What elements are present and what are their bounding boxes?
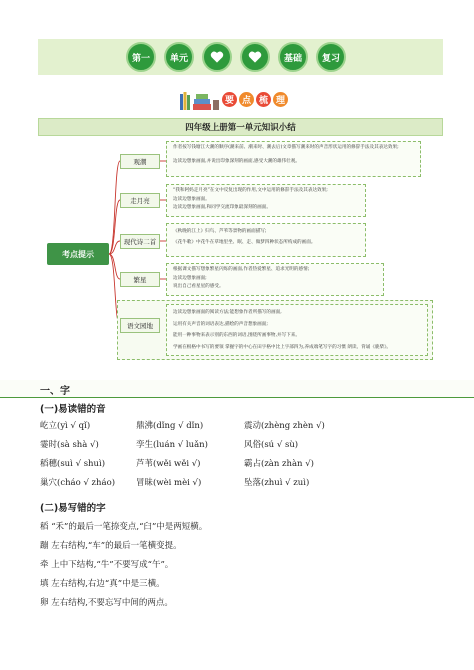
pinyin-item: 震动(zhèng zhèn √) (244, 421, 325, 431)
pinyin-item: 屹立(yì √ qǐ) (40, 421, 91, 431)
banner-bubble: 单元 (164, 42, 194, 72)
heart-icon (202, 42, 232, 72)
page-title: 四年级上册第一单元知识小结 (38, 118, 443, 136)
writing-note: 稻 “禾”的最后一笔捺变点,“臼”中是两短横。 (40, 522, 208, 532)
subsection-heading: (二)易写错的字 (40, 503, 106, 514)
badge-char: 点 (239, 92, 254, 107)
badge-char: 梳 (256, 92, 271, 107)
mindmap-branch: 观潮 (120, 154, 160, 169)
mindmap-branch: 语文园地 (120, 318, 160, 333)
banner-bubble: 复习 (316, 42, 346, 72)
pinyin-item: 巢穴(cháo √ zháo) (40, 478, 116, 488)
banner-bubble: 基础 (278, 42, 308, 72)
heart-icon (240, 42, 270, 72)
writing-note: 卵 左右结构,不要忘写中间的两点。 (40, 598, 173, 608)
mindmap-note: 边读边想象画面的阅读方法;能想象作者所描写的画面, 运用有关声音的词语表达,描绘的声音想象画面; 能用一种事物来表示别的东西的词语,围绕所画事物,并写下来。 学画在根格中书写的要领 掌握字的中心在田字格中比上字部四为,养成端笔写字的习惯 朗读、背诵《鹿柴》。 (166, 304, 428, 356)
section-header-bar (0, 380, 474, 398)
mindmap-note: “我和阿妈走月亮”在文中反复出现的作用,文中运用的修辞手法及其表达效果; 边读边想象画面。 边读边想象画面,和同学交流印象最深刻的画面。 (166, 184, 366, 217)
mindmap-note: 作者按写钱塘江大潮的顺序(潮来前、潮来时、潮去后)文章描写潮来时的声音形状运用的修辞手法及其表达效果; 边读边想象画面,并说出印象深刻的画面,感受大潮的雄伟壮观。 (166, 141, 421, 177)
badge-char: 要 (222, 92, 237, 107)
books-icon (180, 90, 220, 110)
mindmap-note: 根据课文描写想象繁星闪烁的画面,作者热爱繁星、追求光明的感情; 边读边想象画面; 说出自己看星星的感受。 (166, 263, 384, 296)
mindmap-note: 《秋晚的江上》归鸟、芦苇等景物的画面描写; 《花牛歌》中花牛在草地里坐、眠、走、做梦四种状态所构成的画面。 (166, 223, 366, 257)
writing-note: 填 左右结构,右边“真”中是三横。 (40, 579, 165, 589)
pinyin-item: 坠落(zhuì √ zuì) (244, 478, 310, 488)
mindmap-branch: 现代诗二首 (120, 234, 160, 249)
writing-note: 蹦 左右结构,“车”的最后一笔横变提。 (40, 541, 182, 551)
pinyin-item: 霎时(sà shà √) (40, 440, 99, 450)
pinyin-item: 芦苇(wěi wěi √) (136, 459, 201, 469)
writing-note: 牵 上中下结构,“牛”不要写成“午”。 (40, 560, 174, 570)
pinyin-item: 冒昧(wèi mèi √) (136, 478, 202, 488)
banner-bubble: 第一 (126, 42, 156, 72)
pinyin-item: 风俗(sú √ sù) (244, 440, 299, 450)
mindmap-branch: 繁星 (120, 272, 160, 287)
mindmap-root: 考点提示 (47, 243, 109, 265)
subsection-heading: (一)易读错的音 (40, 404, 106, 415)
badge-char: 理 (273, 92, 288, 107)
pinyin-item: 稻穗(suì √ shuì) (40, 459, 106, 469)
pinyin-item: 霸占(zàn zhàn √) (244, 459, 314, 469)
section-heading: 一、字 (40, 386, 70, 397)
unit-banner (38, 39, 443, 75)
mindmap-branch: 走月亮 (120, 193, 160, 208)
pinyin-item: 孪生(luán √ luǎn) (136, 440, 208, 450)
pinyin-item: 鼎沸(dǐng √ dǐn) (136, 421, 204, 431)
